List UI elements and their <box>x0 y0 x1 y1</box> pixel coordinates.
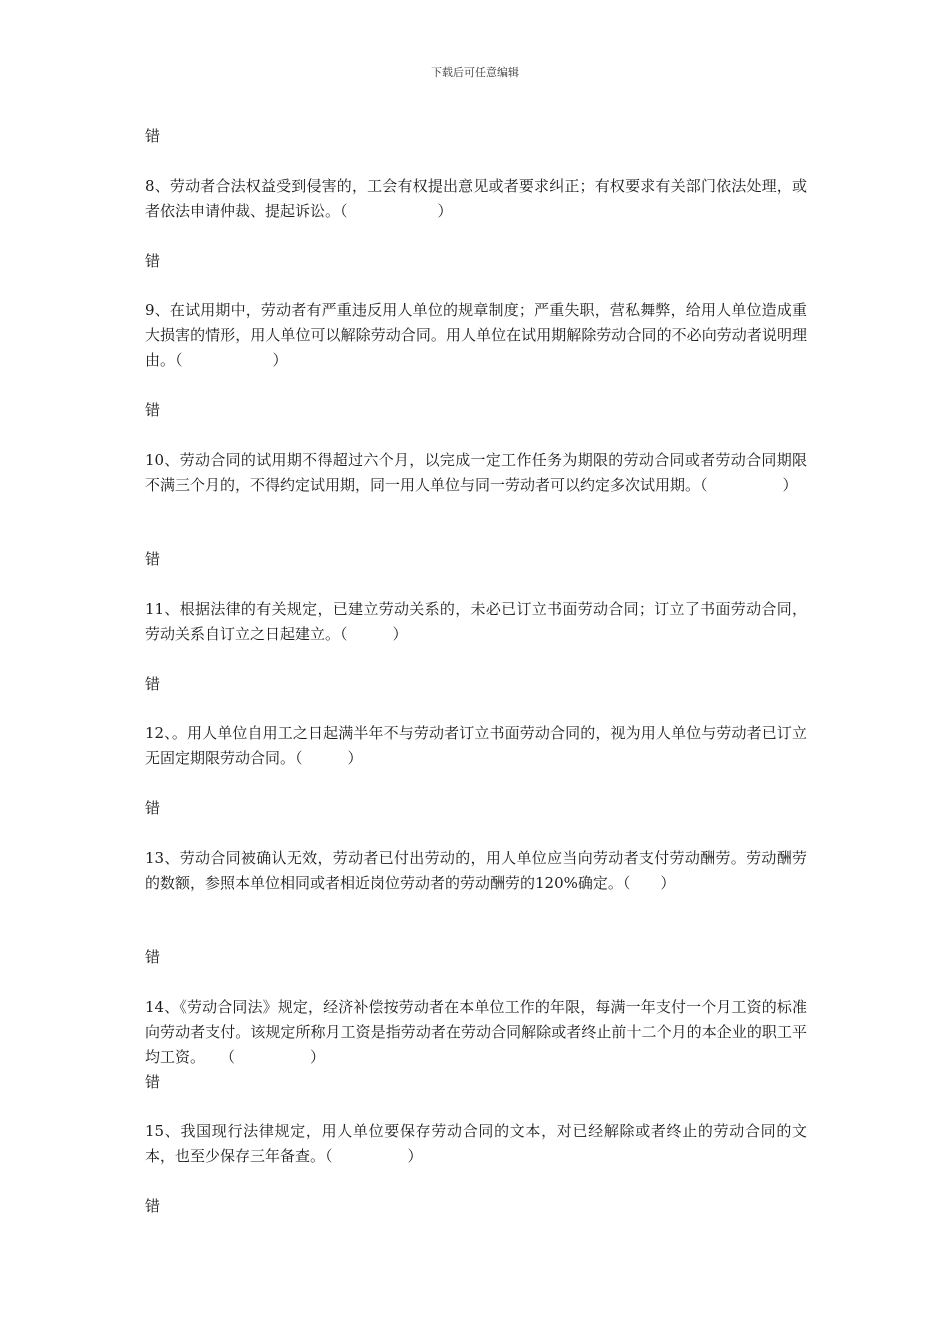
question-11: 11、根据法律的有关规定，已建立劳动关系的，未必已订立书面劳动合同；订立了书面劳动合同，劳动关系自订立之日起建立。（ ） <box>145 600 807 643</box>
answer-text: 错 <box>145 550 161 568</box>
answer-text: 错 <box>145 675 161 693</box>
answer-text: 错 <box>145 1073 161 1091</box>
answer-text: 错 <box>145 948 161 966</box>
question-13: 13、劳动合同被确认无效，劳动者已付出劳动的，用人单位应当向劳动者支付劳动酬劳。劳动酬劳的数额，参照本单位相同或者相近岗位劳动者的劳动酬劳的120%确定。（ ） <box>145 849 807 892</box>
question-12: 12、。用人单位自用工之日起满半年不与劳动者订立书面劳动合同的，视为用人单位与劳动者已订立无固定期限劳动合同。（ ） <box>145 724 807 767</box>
answer-text: 错 <box>145 401 161 419</box>
question-10: 10、劳动合同的试用期不得超过六个月，以完成一定工作任务为期限的劳动合同或者劳动合同期限不满三个月的，不得约定试用期，同一用人单位与同一劳动者可以约定多次试用期。（ ） <box>145 451 807 494</box>
question-8: 8、劳动者合法权益受到侵害的，工会有权提出意见或者要求纠正；有权要求有关部门依法处理，或者依法申请仲裁、提起诉讼。（ ） <box>145 177 807 220</box>
question-15: 15、我国现行法律规定，用人单位要保存劳动合同的文本，对已经解除或者终止的劳动合同的文本，也至少保存三年备查。（ ） <box>145 1122 807 1165</box>
answer-text: 错 <box>145 1197 161 1215</box>
question-14: 14、《劳动合同法》规定，经济补偿按劳动者在本单位工作的年限，每满一年支付一个月工资的标准向劳动者支付。该规定所称月工资是指劳动者在劳动合同解除或者终止前十二个月的本企业的职工平均工资。 （ ） <box>145 998 807 1066</box>
answer-text: 错 <box>145 799 161 817</box>
page-header: 下载后可任意编辑 <box>431 66 519 79</box>
answer-text: 错 <box>145 252 161 270</box>
answer-text: 错 <box>145 127 161 145</box>
question-9: 9、在试用期中，劳动者有严重违反用人单位的规章制度；严重失职，营私舞弊，给用人单位造成重大损害的情形，用人单位可以解除劳动合同。用人单位在试用期解除劳动合同的不必向劳动者说明理由。（ ） <box>145 301 807 369</box>
